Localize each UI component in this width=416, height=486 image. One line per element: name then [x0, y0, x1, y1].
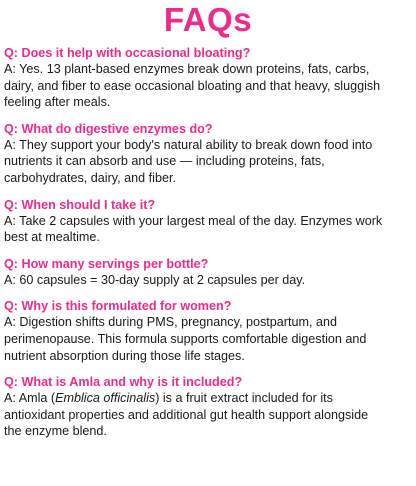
faq-item: [4, 197, 414, 246]
faq-answer-line: best at mealtime.: [4, 230, 100, 245]
faq-answer-line: carbohydrates, dairy, and fiber.: [4, 170, 176, 185]
faq-item: [4, 121, 414, 187]
faq-answer-line: nutrients it can absorb and use — including proteins, fats,: [4, 154, 325, 169]
faq-answer-line: A: They support your body's natural ability to break down food into: [4, 137, 373, 152]
faq-answer-italic-term: Emblica officinalis: [55, 391, 156, 406]
faq-answer-line: perimenopause. This formula supports comfortable digestion and: [4, 331, 367, 346]
faq-answer: [4, 272, 414, 289]
faq-question: Q: What do digestive enzymes do?: [4, 121, 213, 136]
faq-answer: [4, 213, 414, 246]
faq-answer: [4, 314, 414, 364]
faq-answer-line: antioxidant properties and additional gut health support alongside: [4, 407, 369, 422]
faq-item: [4, 374, 414, 440]
faq-answer-line: nutrient absorption during those life stages.: [4, 348, 245, 363]
faq-answer-line: A: Digestion shifts during PMS, pregnancy, postpartum, and: [4, 315, 337, 330]
faq-answer-line: feeling after meals.: [4, 95, 111, 110]
faq-question: Q: How many servings per bottle?: [4, 256, 209, 271]
faq-answer-line: A: Yes. 13 plant-based enzymes break down proteins, fats, carbs,: [4, 62, 370, 76]
faq-list: [4, 45, 414, 450]
faq-item: [4, 256, 414, 289]
faq-answer-text: A: Amla (: [4, 391, 56, 406]
faq-item: [4, 298, 414, 364]
faq-answer-line: [4, 390, 414, 407]
faq-answer-text: ) is a fruit extract included for its: [155, 391, 333, 406]
faq-item: [4, 45, 414, 111]
faq-answer-line: A: 60 capsules = 30-day supply at 2 capsules per day.: [4, 272, 306, 287]
faq-answer-line: A: Take 2 capsules with your largest meal of the day. Enzymes work: [4, 213, 383, 228]
faq-answer-line: the enzyme blend.: [4, 424, 107, 439]
page-title: FAQs: [163, 1, 253, 38]
faq-answer: [4, 390, 414, 440]
faq-question: Q: Does it help with occasional bloating?: [4, 46, 251, 60]
faq-answer-line: dairy, and fiber to ease occasional bloating and that heavy, sluggish: [4, 78, 381, 93]
faq-question: Q: Why is this formulated for women?: [4, 299, 232, 314]
faq-answer: [4, 137, 414, 187]
faq-question: Q: When should I take it?: [4, 197, 156, 212]
faq-question: Q: What is Amla and why is it included?: [4, 375, 243, 390]
faq-answer: [4, 61, 414, 111]
